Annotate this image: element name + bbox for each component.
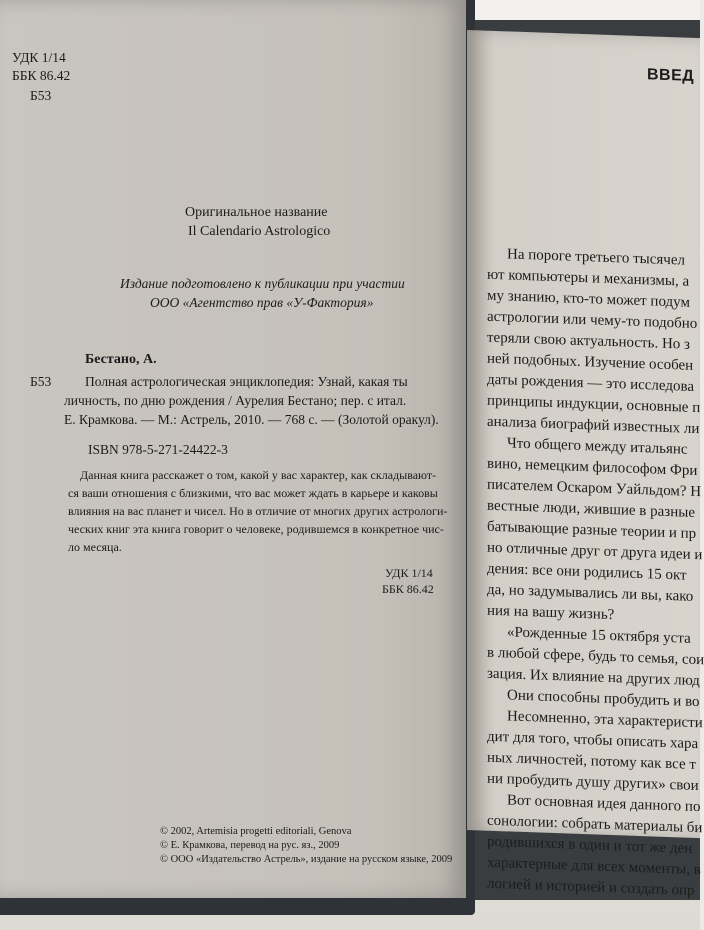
body-text-line: ни пробудить душу других» свои [487,770,699,795]
body-text-line: Что общего между итальянс [507,435,688,458]
prepared-line-2: ООО «Агентство прав «У-Фактория» [150,295,374,310]
bbk-top: ББК 86.42 [12,68,71,83]
body-text-line: На пороге третьего тысячел [507,246,685,269]
body-text-line: анализа биографий известных ли [487,413,700,438]
body-text-line: теряли свою актуальность. Но з [487,329,690,353]
body-text-line: в любой сфере, будь то семья, сои [487,644,704,669]
annotation-line: Данная книга расскажет о том, какой у вас характер, как складывают- [80,468,437,482]
copyright-line: © 2002, Artemisia progetti editoriali, Genova [160,826,352,837]
body-text-line: Вот основная идея данного по [507,792,701,816]
body-text-line: характерные для всех моменты, в [487,854,701,879]
udk-top: УДК 1/14 [12,50,66,65]
body-text-line: ных личностей, потому как все т [487,749,696,773]
body-text-line: дения: все они родились 15 окт [487,560,687,584]
annotation-line: ло месяца. [68,540,122,554]
biblio-line: Полная астрологическая энциклопедия: Узнай, какая ты [85,374,408,389]
biblio-line: личность, по дню рождения / Аурелия Бестано; пер. с итал. [64,393,407,408]
body-text-line: родившихся в один и тот же ден [487,833,693,857]
chapter-heading: ВВЕД [647,66,695,85]
body-text-line: вестные люди, жившие в разные [487,497,695,521]
annotation-line: ся ваши отношения с близкими, что вас может ждать в карьере и каковы [68,486,438,500]
annotation-line: влияния на вас планет и чисел. Но в отличие от многих других астрологи- [68,504,448,518]
annotation-line: ческих книг эта книга говорит о человеке, родившемся в конкретное чис- [68,522,444,536]
body-text-line: вино, немецким философом Фри [487,455,698,480]
author-name: Бестано, А. [85,352,157,367]
body-text-line: ют компьютеры и механизмы, а [487,266,690,290]
body-text-line: сонологии: собрать материалы би [487,812,703,837]
body-text-line: му знанию, кто-то может подум [487,287,690,311]
biblio-line: Е. Крамкова. — М.: Астрель, 2010. — 768 с. — (Золотой оракул). [64,412,439,427]
original-title-label: Оригинальное название [185,205,328,220]
original-title: Il Calendario Astrologico [188,224,331,239]
body-text-line: да, но задумывались ли вы, како [487,581,694,605]
isbn: ISBN 978-5-271-24422-3 [88,442,228,457]
body-text-line: «Рожденные 15 октября уста [507,624,691,647]
body-text-line: ней подобных. Изучение особен [487,350,694,374]
prepared-line-1: Издание подготовлено к публикации при участии [120,276,405,291]
body-text-line: батывающие разные теории и пр [487,518,697,543]
copyright-line: © ООО «Издательство Астрель», издание на русском языке, 2009 [160,854,453,865]
catalog-code: Б53 [30,374,52,389]
code-top: Б53 [30,88,52,103]
body-text-line: Они способны пробудить и во [507,687,700,711]
body-text-line: логией и историей и создать опр [487,875,695,899]
udk-bottom: УДК 1/14 [385,566,433,580]
body-text-line: принципы индукции, основные п [487,392,701,417]
body-text-line: зация. Их влияние на других люд [487,665,700,690]
copyright-line: © Е. Крамкова, перевод на рус. яз., 2009 [160,840,340,851]
body-text-line: писателем Оскаром Уайльдом? Н [487,476,702,501]
body-text-line: но отличные друг от друга идеи и [487,539,703,564]
body-text-line: Несомненно, эта характеристи [507,708,703,732]
body-text-line: ния на вашу жизнь? [487,602,615,624]
bbk-bottom: ББК 86.42 [382,582,434,596]
body-text-line: дит для того, чтобы описать хара [487,728,699,753]
body-text-line: астрологии или чему-то подобно [487,308,698,333]
right-page [467,30,704,899]
body-text-line: даты рождения — это исследова [487,371,695,395]
